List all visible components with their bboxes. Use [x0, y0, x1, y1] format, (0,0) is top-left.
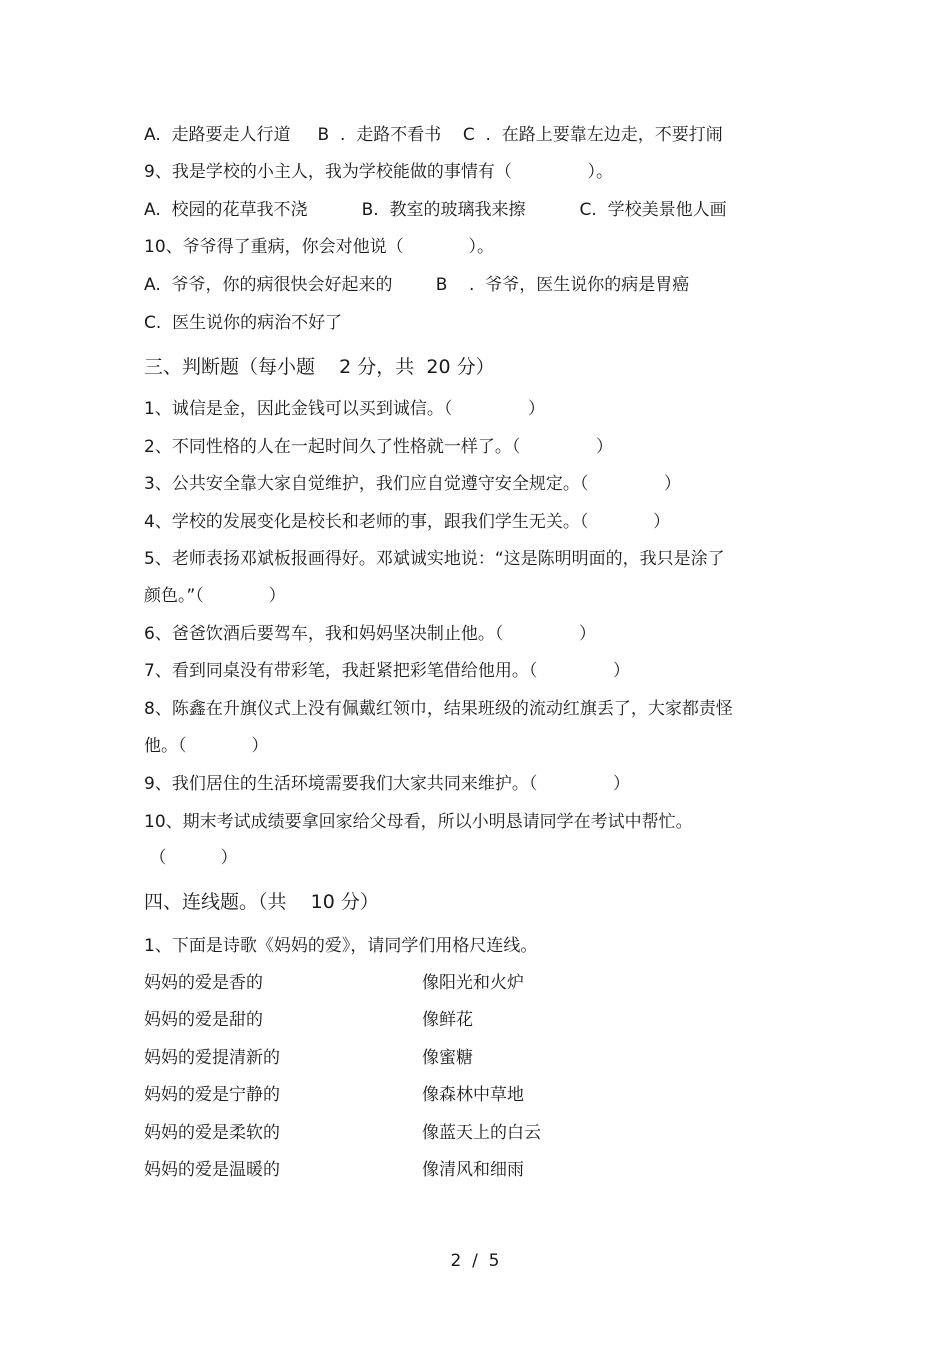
q10-question: 10、爷爷得了重病，你会对他说（ ）。	[144, 237, 494, 257]
match-left-item: 妈妈的爱是柔软的	[144, 1123, 280, 1143]
match-right-item: 像蓝天上的白云	[422, 1123, 541, 1143]
judge-item-10: 10、期末考试成绩要拿回家给父母看，所以小明恳请同学在考试中帮忙。	[144, 812, 693, 832]
q10-options-ab: A. 爷爷，你的病很快会好起来的 B . 爷爷，医生说你的病是胃癌	[144, 275, 690, 295]
section3-title: 三、判断题（每小题 2 分，共 20 分）	[144, 356, 495, 378]
match-left-item: 妈妈的爱是甜的	[144, 1010, 263, 1030]
match-left-item: 妈妈的爱是温暖的	[144, 1160, 280, 1180]
match-right-item: 像森林中草地	[422, 1085, 524, 1105]
match-right-item: 像阳光和火炉	[422, 973, 524, 993]
section4-title: 四、连线题。（共 10 分）	[144, 891, 379, 913]
judge-item-1: 1、诚信是金，因此金钱可以买到诚信。（ ）	[144, 399, 545, 419]
matching-intro: 1、下面是诗歌《妈妈的爱》，请同学们用格尺连线。	[144, 936, 538, 956]
judge-item-8: 8、陈鑫在升旗仪式上没有佩戴红领巾，结果班级的流动红旗丢了，大家都责怪	[144, 699, 733, 719]
match-left-item: 妈妈的爱是香的	[144, 973, 263, 993]
match-right-item: 像清风和细雨	[422, 1160, 524, 1180]
match-right-item: 像蜜糖	[422, 1048, 473, 1068]
judge-item-8-cont: 他。（ ）	[144, 736, 269, 756]
match-right-item: 像鲜花	[422, 1010, 473, 1030]
q9-question: 9、我是学校的小主人，我为学校能做的事情有（ ）。	[144, 162, 613, 182]
judge-item-7: 7、看到同桌没有带彩笔，我赶紧把彩笔借给他用。（ ）	[144, 661, 630, 681]
judge-item-10-cont: （ ）	[144, 848, 238, 868]
q8-options: A. 走路要走人行道 B . 走路不看书 C . 在路上要靠左边走，不要打闹	[144, 125, 723, 145]
judge-item-4: 4、学校的发展变化是校长和老师的事，跟我们学生无关。（ ）	[144, 512, 671, 532]
judge-item-5: 5、老师表扬邓斌板报画得好。邓斌诚实地说：“这是陈明明面的，我只是涂了	[144, 549, 725, 569]
page-number: 2 / 5	[450, 1251, 500, 1271]
q9-options: A. 校园的花草我不浇 B. 教室的玻璃我来擦 C. 学校美景他人画	[144, 200, 727, 220]
judge-item-2: 2、不同性格的人在一起时间久了性格就一样了。（ ）	[144, 437, 613, 457]
judge-item-6: 6、爸爸饮酒后要驾车，我和妈妈坚决制止他。（ ）	[144, 624, 596, 644]
judge-item-9: 9、我们居住的生活环境需要我们大家共同来维护。（ ）	[144, 774, 630, 794]
match-left-item: 妈妈的爱是宁静的	[144, 1085, 280, 1105]
judge-item-5-cont: 颜色。”（ ）	[144, 586, 286, 606]
q10-option-c: C. 医生说你的病治不好了	[144, 313, 343, 333]
match-left-item: 妈妈的爱提清新的	[144, 1048, 280, 1068]
judge-item-3: 3、公共安全靠大家自觉维护，我们应自觉遵守安全规定。（ ）	[144, 474, 681, 494]
